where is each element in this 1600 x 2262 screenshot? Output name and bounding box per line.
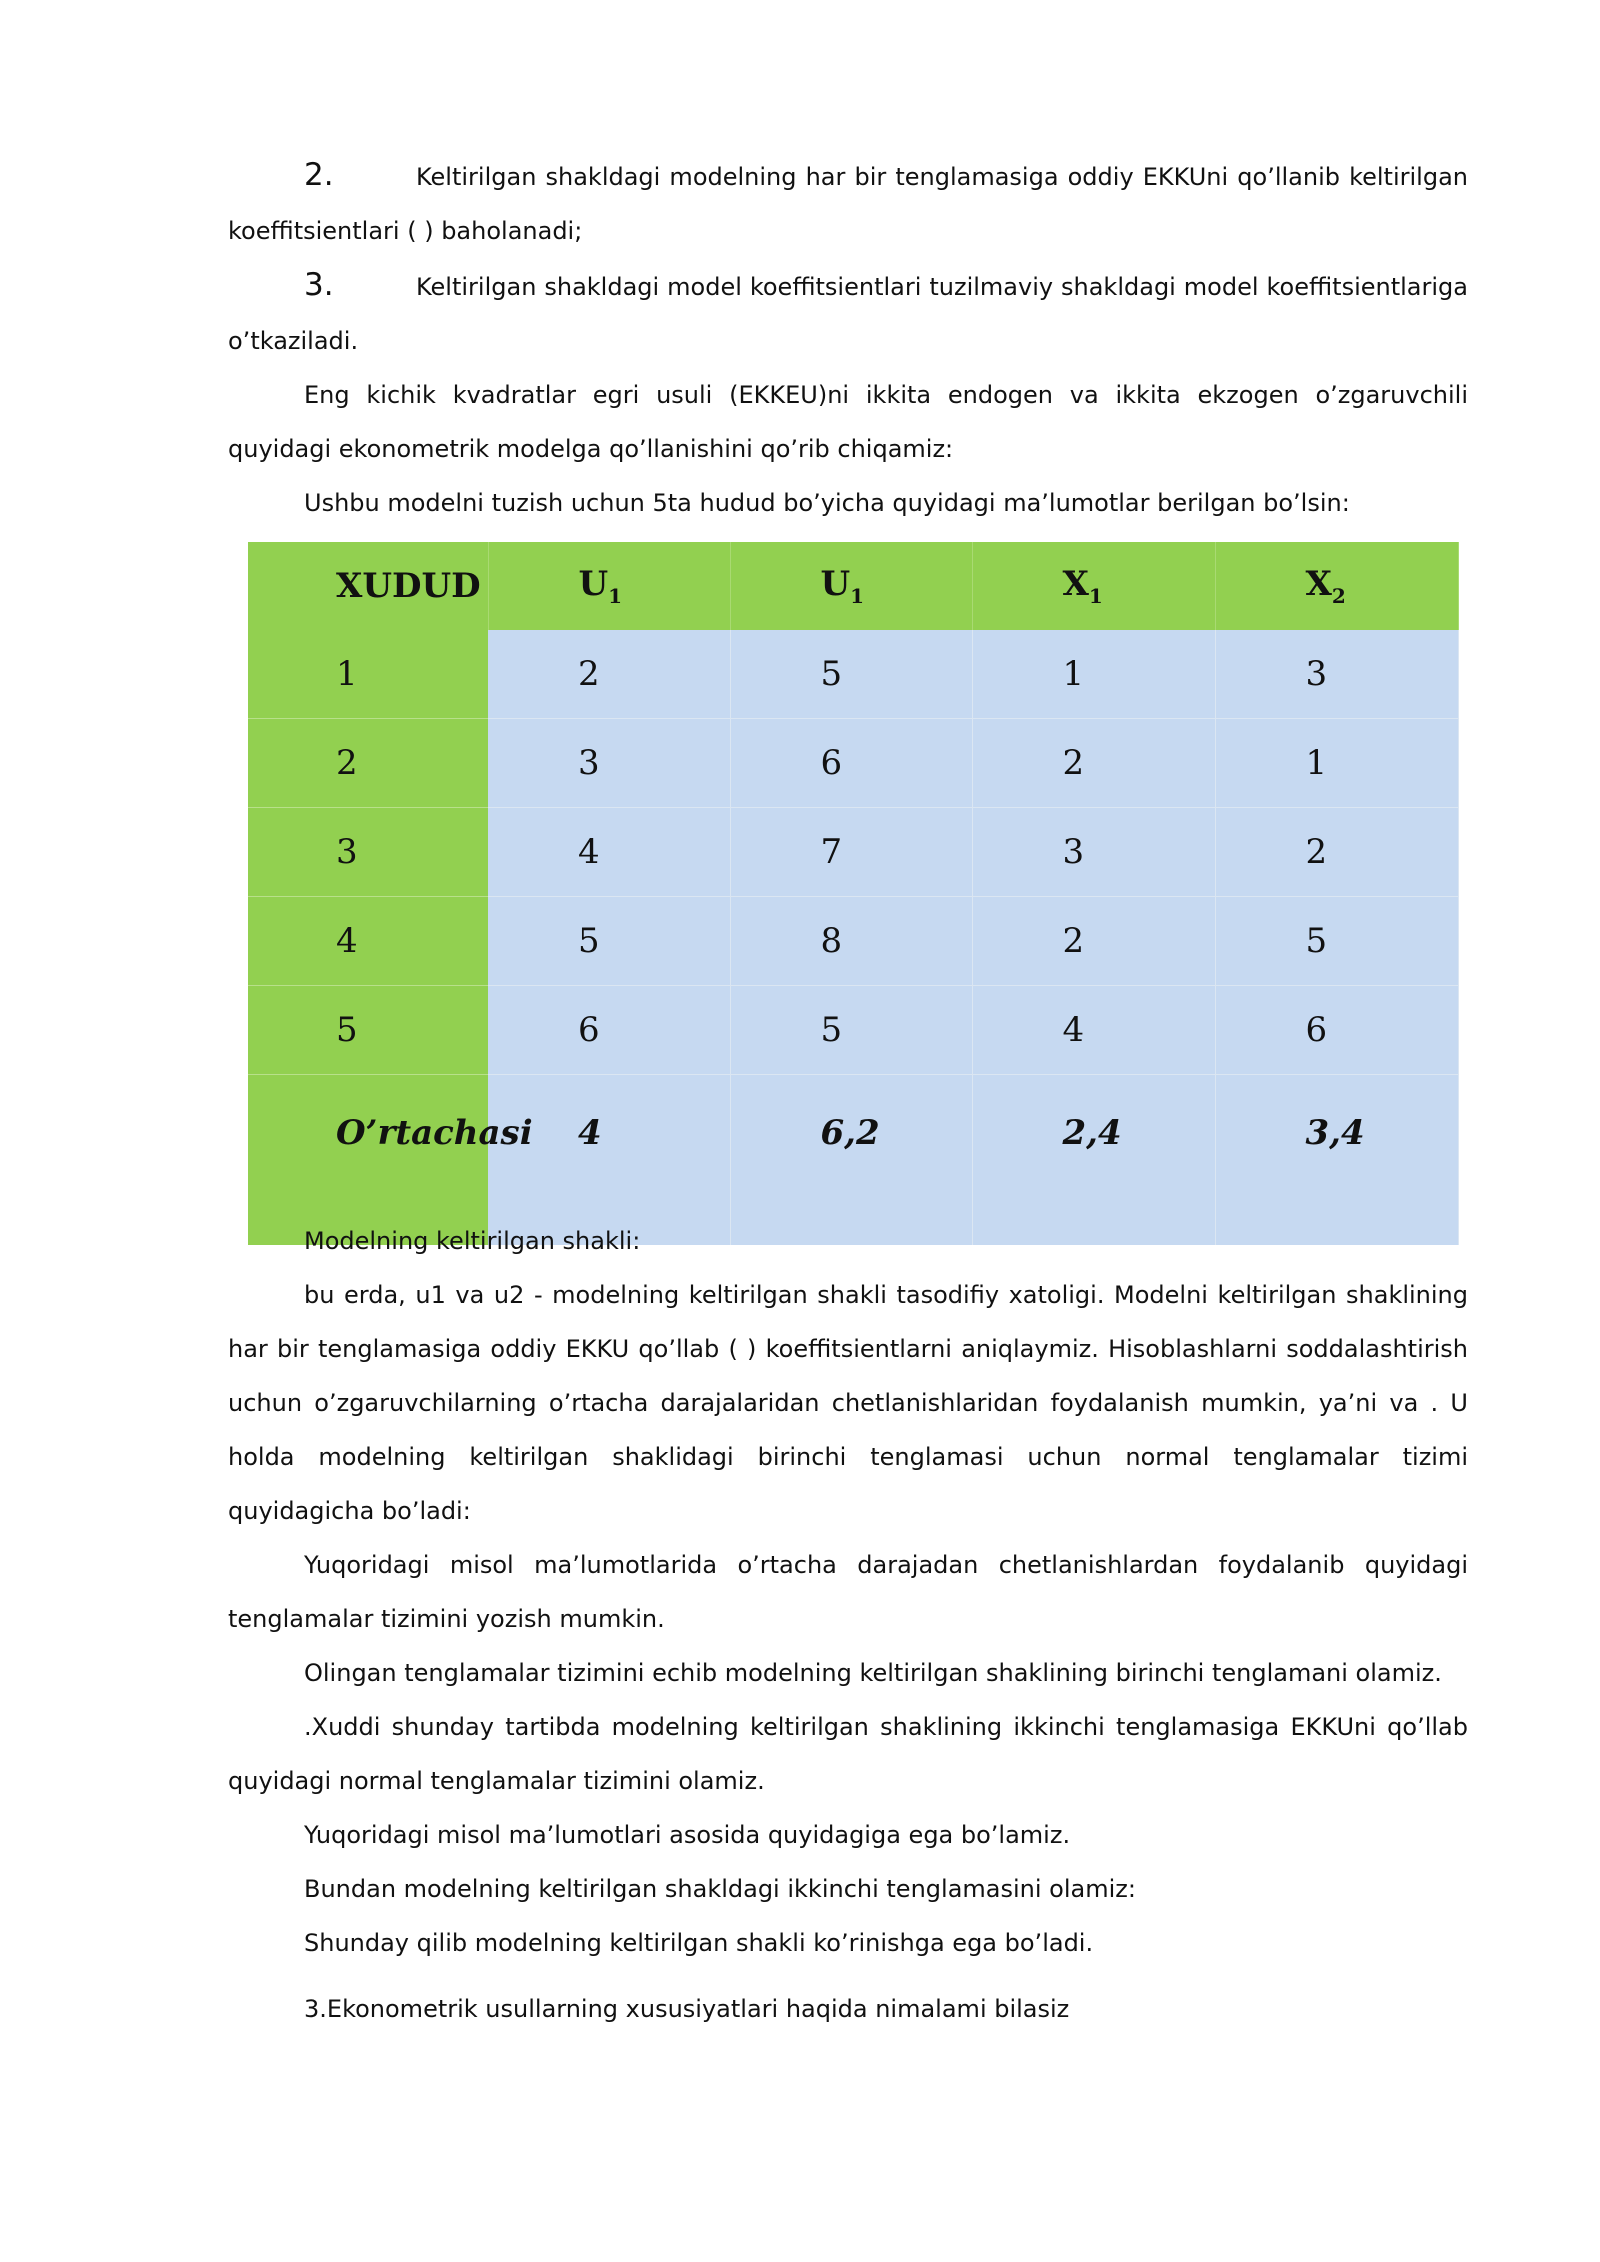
header-cell-u1: $U_1$	[488, 542, 730, 630]
paragraph-first-equation: Olingan tenglamalar tizimini echib modelning keltirilgan shaklining birinchi tenglamani olamiz.	[304, 1659, 1442, 1687]
region-cell: 5	[248, 986, 488, 1075]
region-cell: 3	[248, 808, 488, 897]
table-cell: 1	[1215, 719, 1458, 808]
header-cell-x2: $X_2$	[1215, 542, 1458, 630]
bottom-text-block	[228, 1214, 1468, 1970]
table-row	[248, 897, 1458, 986]
paragraph-text: Keltirilgan shakldagi modelning har bir tenglamasiga oddiy EKKUni qo’llanib keltirilgan koeffitsientlari ( ) baholanadi;	[228, 163, 1468, 245]
numbered-paragraph-2	[228, 148, 1468, 258]
table-cell: 4	[488, 808, 730, 897]
average-cell: 6,2	[730, 1075, 972, 1246]
paragraph-number: 2.	[304, 157, 334, 193]
table-cell: 5	[488, 897, 730, 986]
table-cell: 5	[1215, 897, 1458, 986]
closing-question: 3.Ekonometrik usullarning xususiyatlari haqida nimalami bilasiz	[304, 1995, 1070, 2023]
paragraph-explanation: bu erda, u1 va u2 - modelning keltirilgan shakli tasodifiy xatoligi. Modelni keltirilgan shaklining har bir tenglamasiga oddiy EKKU qo’llab ( ) koeffitsientlarni aniqlaymiz. Hisoblashlarni soddalashtirish uchun o’zgaruvchilarning o’rtacha darajalaridan chetlanishlaridan foydalanish mumkin, ya’ni va . U holda modelning keltirilgan shaklidagi birinchi tenglamasi uchun normal tenglamalar tizimi quyidagicha bo’ladi:	[228, 1281, 1468, 1525]
paragraph-second-equation: Bundan modelning keltirilgan shakldagi ikkinchi tenglamasini olamiz:	[304, 1875, 1136, 1903]
top-text-block	[228, 148, 1468, 530]
table-row	[248, 719, 1458, 808]
table-cell: 6	[1215, 986, 1458, 1075]
average-label-cell: O’rtachasi	[248, 1075, 488, 1246]
table-cell: 3	[1215, 630, 1458, 719]
table-cell: 3	[488, 719, 730, 808]
table-cell: 8	[730, 897, 972, 986]
table-row	[248, 986, 1458, 1075]
region-cell: 1	[248, 630, 488, 719]
table-cell: 2	[488, 630, 730, 719]
paragraph-model-form: Modelning keltirilgan shakli:	[304, 1227, 641, 1255]
data-table	[248, 542, 1459, 1245]
table-cell: 1	[972, 630, 1215, 719]
paragraph-text: Keltirilgan shakldagi model koeffitsientlari tuzilmaviy shakldagi model koeffitsientlariga o’tkaziladi.	[228, 273, 1468, 355]
table-header-row	[248, 542, 1458, 630]
region-cell: 2	[248, 719, 488, 808]
table-row	[248, 808, 1458, 897]
average-cell: 3,4	[1215, 1075, 1458, 1246]
table-cell: 6	[730, 719, 972, 808]
data-table-wrapper	[248, 542, 1458, 1224]
table-cell: 6	[488, 986, 730, 1075]
table-cell: 2	[972, 897, 1215, 986]
average-cell: 4	[488, 1075, 730, 1246]
table-cell: 2	[972, 719, 1215, 808]
paragraph-data-intro: Ushbu modelni tuzish uchun 5ta hudud bo’yicha quyidagi ma’lumotlar berilgan bo’lsin:	[304, 489, 1350, 517]
table-cell: 5	[730, 630, 972, 719]
header-cell-x1: $X_1$	[972, 542, 1215, 630]
table-cell: 2	[1215, 808, 1458, 897]
table-row	[248, 630, 1458, 719]
table-cell: 7	[730, 808, 972, 897]
region-cell: 4	[248, 897, 488, 986]
paragraph-example-data: Yuqoridagi misol ma’lumotlari asosida quyidagiga ega bo’lamiz.	[304, 1821, 1071, 1849]
paragraph-conclusion: Shunday qilib modelning keltirilgan shakli ko’rinishga ega bo’ladi.	[304, 1929, 1094, 1957]
paragraph-ekkeu-intro: Eng kichik kvadratlar egri usuli (EKKEU)ni ikkita endogen va ikkita ekzogen o’zgaruvchili quyidagi ekonometrik modelga qo’llanishini qo’rib chiqamiz:	[228, 381, 1468, 463]
table-cell: 4	[972, 986, 1215, 1075]
table-cell: 5	[730, 986, 972, 1075]
numbered-paragraph-3	[228, 258, 1468, 368]
paragraph-deviation: Yuqoridagi misol ma’lumotlarida o’rtacha darajadan chetlanishlardan foydalanib quyidagi tenglamalar tizimini yozish mumkin.	[228, 1551, 1468, 1633]
paragraph-number: 3.	[304, 267, 334, 303]
header-cell-u1-second: $U_1$	[730, 542, 972, 630]
paragraph-second-system: .Xuddi shunday tartibda modelning keltirilgan shaklining ikkinchi tenglamasiga EKKUni qo’llab quyidagi normal tenglamalar tizimini olamiz.	[228, 1713, 1468, 1795]
average-cell: 2,4	[972, 1075, 1215, 1246]
header-cell-xudud: XUDUD	[248, 542, 488, 630]
table-cell: 3	[972, 808, 1215, 897]
